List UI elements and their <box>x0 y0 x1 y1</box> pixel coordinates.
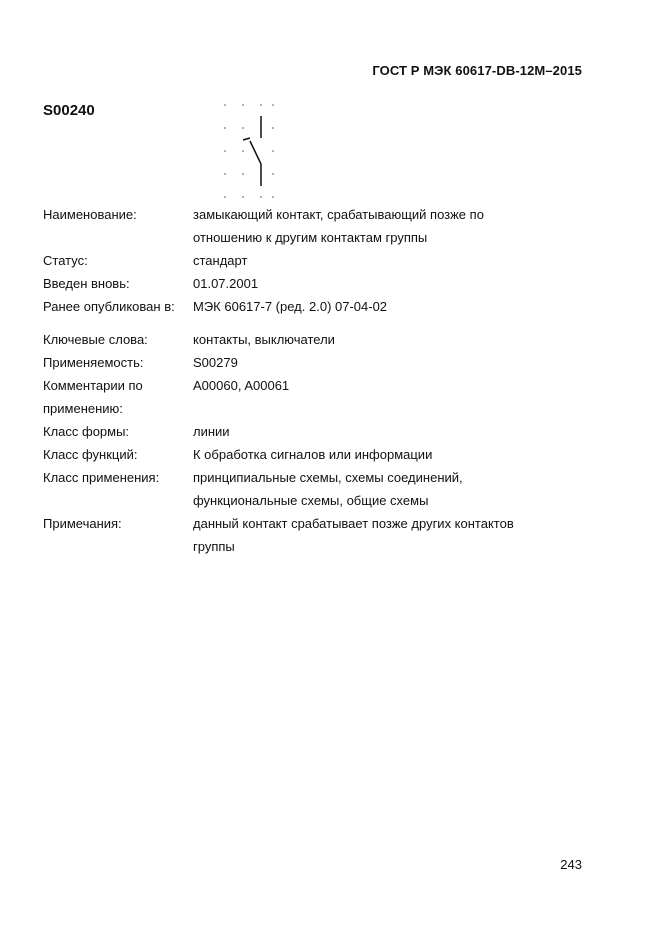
field-row-introduced <box>43 272 583 295</box>
field-value-line: замыкающий контакт, срабатывающий позже по <box>193 207 484 222</box>
late-closing-make-contact-icon <box>218 100 282 200</box>
document-header: ГОСТ Р МЭК 60617-DB-12M–2015 <box>372 63 582 78</box>
field-row-comments-cont <box>43 397 583 420</box>
field-value <box>193 397 583 420</box>
page-number: 243 <box>560 857 582 872</box>
field-row-applicability <box>43 351 583 374</box>
field-value: A00060, A00061 <box>193 378 290 393</box>
field-label: Комментарии по <box>43 378 143 393</box>
field-value-line: функциональные схемы, общие схемы <box>193 493 429 508</box>
field-row-application-class <box>43 466 583 512</box>
field-value: контакты, выключатели <box>193 332 335 347</box>
field-row-status <box>43 249 583 272</box>
symbol-grid-dots <box>224 104 274 198</box>
field-value: S00279 <box>193 355 238 370</box>
field-label: Наименование: <box>43 207 137 222</box>
field-row-function-class <box>43 443 583 466</box>
field-label: применению: <box>43 401 123 416</box>
field-label: Введен вновь: <box>43 276 130 291</box>
field-row-shape-class <box>43 420 583 443</box>
field-value-line: данный контакт срабатывает позже других контактов <box>193 516 514 531</box>
field-row-keywords <box>43 328 583 351</box>
field-value: линии <box>193 424 230 439</box>
field-value <box>193 512 583 558</box>
field-row-comments <box>43 374 583 397</box>
field-value: 01.07.2001 <box>193 276 259 291</box>
field-label: Класс функций: <box>43 447 138 462</box>
field-row-published <box>43 295 583 318</box>
field-label: Ключевые слова: <box>43 332 148 347</box>
field-value-line: группы <box>193 539 235 554</box>
field-label: Класс применения: <box>43 470 160 485</box>
field-label: Применяемость: <box>43 355 144 370</box>
field-value-line: принципиальные схемы, схемы соединений, <box>193 470 463 485</box>
symbol-code: S00240 <box>43 102 95 119</box>
field-value: К обработка сигналов или информации <box>193 447 433 462</box>
field-label: Класс формы: <box>43 424 130 439</box>
field-row-notes <box>43 512 583 558</box>
field-value-line: отношению к другим контактам группы <box>193 230 428 245</box>
field-label: Примечания: <box>43 516 122 531</box>
field-list <box>43 203 583 558</box>
field-value: стандарт <box>193 253 248 268</box>
field-value: МЭК 60617-7 (ред. 2.0) 07-04-02 <box>193 299 388 314</box>
field-label: Статус: <box>43 253 88 268</box>
field-value <box>193 466 583 512</box>
symbol-lines <box>243 116 261 186</box>
field-row-name <box>43 203 583 249</box>
field-label: Ранее опубликован в: <box>43 299 175 314</box>
field-value <box>193 203 583 249</box>
